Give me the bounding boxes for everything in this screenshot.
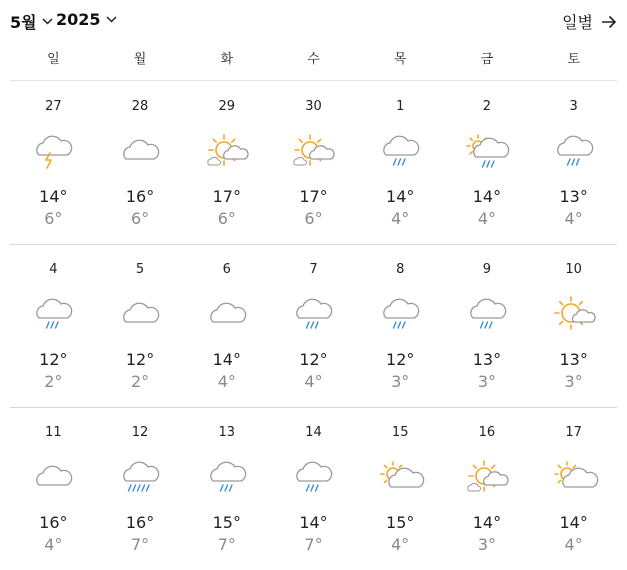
low-temperature: 7°: [304, 535, 323, 554]
day-cell[interactable]: [270, 244, 357, 407]
weekday-label: 목: [393, 52, 407, 67]
day-cell[interactable]: [444, 407, 531, 570]
day-date: 14: [305, 425, 322, 440]
day-date: 29: [218, 99, 236, 114]
day-date: 2: [482, 99, 492, 114]
low-temperature: 4°: [391, 209, 410, 228]
cloud-icon: [115, 129, 165, 171]
high-temperature: 14°: [386, 187, 415, 206]
weekday-label: 월: [133, 52, 147, 67]
view-toggle-label: 일별: [562, 13, 593, 32]
day-cell[interactable]: [530, 407, 617, 570]
low-temperature: 4°: [477, 209, 497, 228]
low-temperature: 6°: [130, 209, 150, 228]
day-cell[interactable]: [97, 407, 184, 570]
day-date: 7: [309, 262, 318, 277]
rain-cloud-icon: [375, 129, 425, 171]
thunder-cloud-icon: [28, 129, 78, 171]
high-temperature: 13°: [559, 187, 588, 206]
high-temperature: 17°: [212, 187, 241, 206]
rain-cloud-icon: [28, 292, 78, 334]
day-date: 13: [218, 425, 236, 440]
day-date: 16: [478, 425, 496, 440]
high-temperature: 15°: [386, 513, 415, 532]
sun-small-cloud-icon: [549, 292, 599, 334]
day-date: 27: [45, 99, 62, 114]
sun-cloud-icon: [288, 129, 338, 171]
high-temperature: 14°: [472, 187, 502, 206]
high-temperature: 14°: [472, 513, 502, 532]
high-temperature: 12°: [386, 350, 415, 369]
partly-cloudy-icon: [375, 455, 425, 497]
high-temperature: 13°: [559, 350, 588, 369]
rain-cloud-icon: [288, 455, 338, 497]
high-temperature: 16°: [39, 513, 68, 532]
day-date: 30: [305, 99, 322, 114]
week-row: [10, 81, 617, 245]
chevron-down-icon: [106, 16, 117, 23]
day-cell[interactable]: [530, 244, 617, 407]
high-temperature: 17°: [299, 187, 328, 206]
low-temperature: 3°: [477, 535, 497, 554]
day-date: 11: [45, 425, 62, 440]
day-cell[interactable]: [270, 81, 357, 244]
high-temperature: 15°: [212, 513, 241, 532]
day-cell[interactable]: [97, 81, 184, 244]
day-cell[interactable]: [444, 244, 531, 407]
rain-cloud-icon: [375, 292, 425, 334]
rain-cloud-icon: [202, 455, 252, 497]
day-cell[interactable]: [10, 81, 97, 244]
day-date: 10: [565, 262, 582, 277]
day-cell[interactable]: [357, 81, 444, 244]
rain-cloud-icon: [462, 292, 512, 334]
year-label: 2025: [56, 10, 101, 29]
high-temperature: 16°: [125, 513, 155, 532]
weekday-header-row: [10, 44, 617, 81]
low-temperature: 6°: [217, 209, 236, 228]
day-date: 12: [131, 425, 149, 440]
weekday-label: 토: [567, 52, 580, 67]
day-date: 8: [396, 262, 405, 277]
day-date: 9: [482, 262, 492, 277]
low-temperature: 7°: [217, 535, 236, 554]
high-temperature: 14°: [299, 513, 328, 532]
day-date: 15: [391, 425, 409, 440]
day-cell[interactable]: [10, 244, 97, 407]
cloud-icon: [28, 455, 78, 497]
day-date: 4: [49, 262, 58, 277]
rain-cloud-icon: [549, 129, 599, 171]
high-temperature: 14°: [559, 513, 588, 532]
low-temperature: 3°: [477, 372, 497, 391]
day-cell[interactable]: [183, 244, 270, 407]
high-temperature: 14°: [39, 187, 68, 206]
low-temperature: 6°: [304, 209, 323, 228]
arrow-right-icon: [601, 15, 617, 29]
cloud-icon: [115, 292, 165, 334]
partly-cloudy-icon: [549, 455, 599, 497]
high-temperature: 14°: [212, 350, 241, 369]
low-temperature: 4°: [564, 535, 583, 554]
day-cell[interactable]: [444, 81, 531, 244]
calendar-header: [0, 0, 627, 44]
low-temperature: 4°: [564, 209, 583, 228]
day-cell[interactable]: [97, 244, 184, 407]
day-cell[interactable]: [183, 81, 270, 244]
day-date: 5: [135, 262, 145, 277]
month-label: 5월: [10, 13, 37, 32]
high-temperature: 12°: [39, 350, 68, 369]
chevron-down-icon: [42, 18, 53, 25]
heavy-rain-icon: [115, 455, 165, 497]
high-temperature: 13°: [472, 350, 502, 369]
low-temperature: 4°: [217, 372, 236, 391]
week-row: [10, 407, 617, 570]
day-date: 6: [222, 262, 231, 277]
day-date: 3: [569, 99, 578, 114]
high-temperature: 16°: [125, 187, 155, 206]
sun-cloud-icon: [462, 455, 512, 497]
day-cell[interactable]: [10, 407, 97, 570]
day-cell[interactable]: [530, 81, 617, 244]
cloud-icon: [202, 292, 252, 334]
low-temperature: 4°: [391, 535, 410, 554]
weekday-label: 금: [480, 52, 494, 67]
low-temperature: 3°: [564, 372, 583, 391]
week-row: [10, 244, 617, 408]
day-cell[interactable]: [357, 244, 444, 407]
low-temperature: 6°: [44, 209, 63, 228]
day-cell[interactable]: [357, 407, 444, 570]
low-temperature: 7°: [130, 535, 150, 554]
day-cell[interactable]: [270, 407, 357, 570]
sun-cloud-icon: [202, 129, 252, 171]
low-temperature: 2°: [44, 372, 63, 391]
high-temperature: 12°: [125, 350, 155, 369]
high-temperature: 12°: [299, 350, 328, 369]
year-selector[interactable]: [56, 10, 117, 29]
weekday-label: 수: [307, 52, 320, 67]
day-cell[interactable]: [183, 407, 270, 570]
low-temperature: 2°: [130, 372, 150, 391]
low-temperature: 4°: [44, 535, 63, 554]
month-selector[interactable]: [10, 10, 53, 33]
rain-cloud-icon: [288, 292, 338, 334]
low-temperature: 3°: [391, 372, 410, 391]
sun-rain-icon: [462, 129, 512, 171]
daily-view-button[interactable]: [562, 10, 617, 33]
day-date: 17: [565, 425, 582, 440]
weekday-label: 일: [47, 52, 60, 67]
day-date: 1: [396, 99, 405, 114]
low-temperature: 4°: [304, 372, 323, 391]
weekday-label: 화: [220, 52, 234, 67]
day-date: 28: [131, 99, 149, 114]
